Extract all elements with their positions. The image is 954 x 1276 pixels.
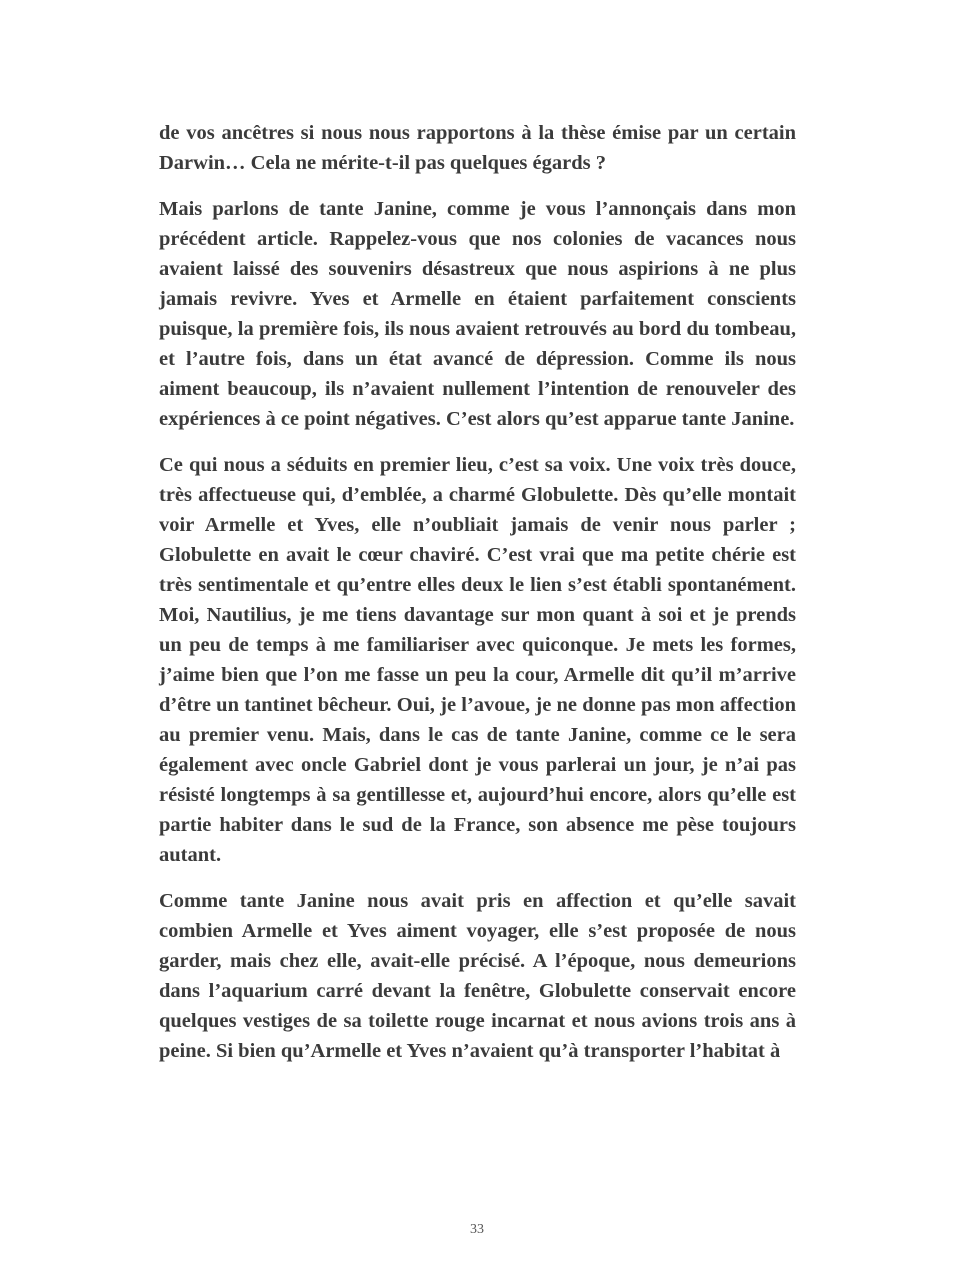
paragraph-1: de vos ancêtres si nous nous rapportons à la thèse émise par un certain Darwin… Cela ne mérite-t-il pas quelques égards ? — [159, 122, 796, 174]
page-number: 33 — [470, 1222, 484, 1237]
paragraph-4: Comme tante Janine nous avait pris en affection et qu’elle savait combien Armelle et Yves aiment voyager, elle s’est proposée de nous garder, mais chez elle, avait-elle précisé. A l’époque, nous demeurions dans l’aquarium carré devant la fenêtre, Globulette conservait encore quelques vestiges de sa toilette rouge incarnat et nous avions trois ans à peine. Si bien qu’Armelle et Yves n’avaient qu’à transporter l’habitat à — [159, 890, 796, 1062]
paragraph-3: Ce qui nous a séduits en premier lieu, c’est sa voix. Une voix très douce, très affectueuse qui, d’emblée, a charmé Globulette. Dès qu’elle montait voir Armelle et Yves, elle n’oubliait jamais de venir nous parler ; Globulette en avait le cœur chaviré. C’est vrai que ma petite chérie est très sentimentale et qu’entre elles deux le lien s’est établi spontanément. Moi, Nautilius, je me tiens davantage sur mon quant à soi et je prends un peu de temps à me familiariser avec quiconque. Je mets les formes, j’aime bien que l’on me fasse un peu la cour, Armelle dit qu’il m’arrive d’être un tantinet bêcheur. Oui, je l’avoue, je ne donne pas mon affection au premier venu. Mais, dans le cas de tante Janine, comme ce le sera également avec oncle Gabriel dont je vous parlerai un jour, je n’ai pas résisté longtemps à sa gentillesse et, aujourd’hui encore, alors qu’elle est partie habiter dans le sud de la France, son absence me pèse toujours autant. — [159, 454, 796, 866]
page-body — [159, 118, 796, 1082]
paragraph-2: Mais parlons de tante Janine, comme je vous l’annonçais dans mon précédent article. Rappelez-vous que nos colonies de vacances nous avaient laissé des souvenirs désastreux que nous aspirions à ne plus jamais revivre. Yves et Armelle en étaient parfaitement conscients puisque, la première fois, ils nous avaient retrouvés au bord du tombeau, et l’autre fois, dans un état avancé de dépression. Comme ils nous aiment beaucoup, ils n’avaient nullement l’intention de renouveler des expériences à ce point négatives. C’est alors qu’est apparue tante Janine. — [159, 198, 796, 430]
